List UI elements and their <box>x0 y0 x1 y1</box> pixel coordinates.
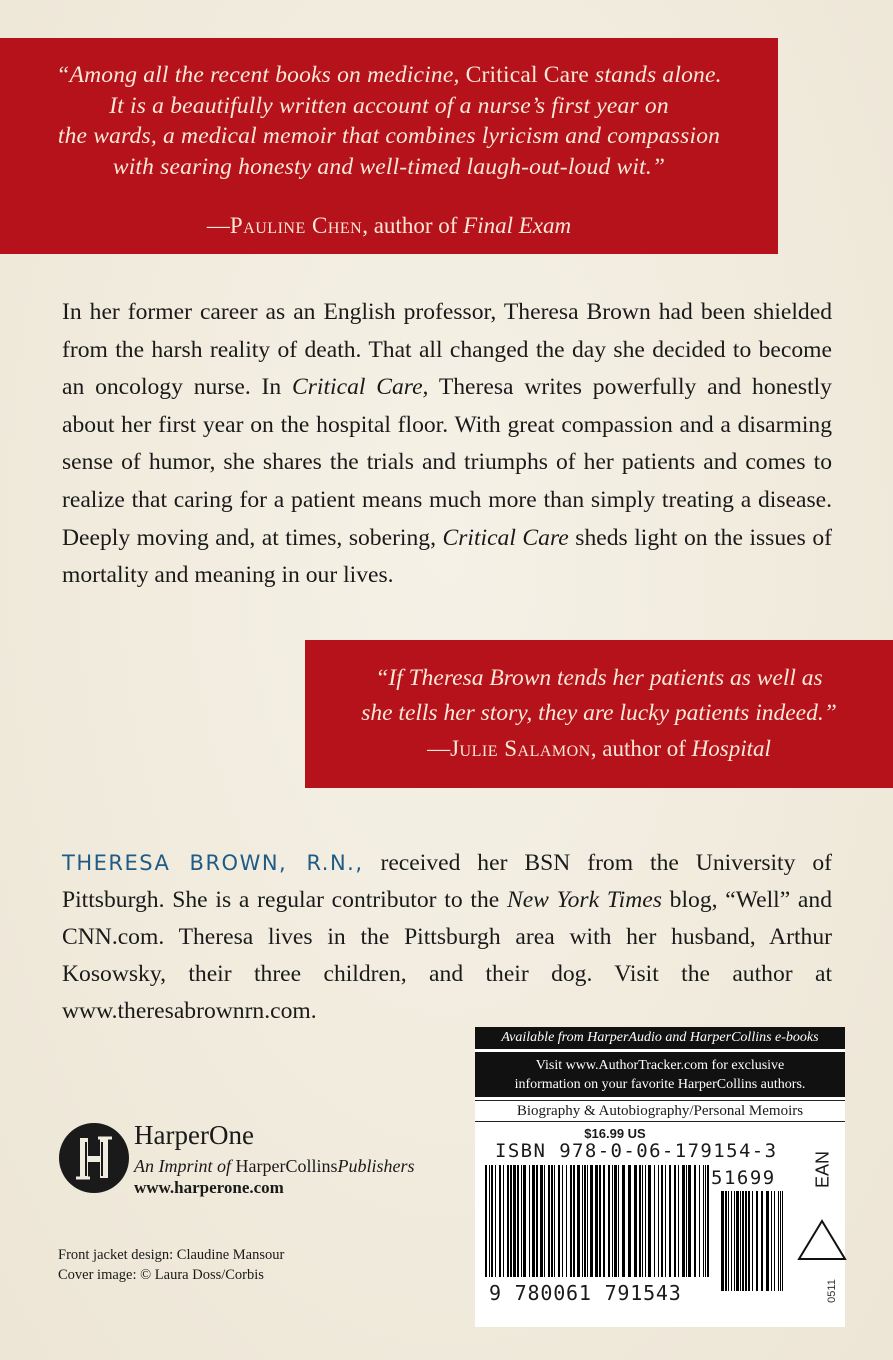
quote-line: “If Theresa Brown tends her patients as well as <box>375 665 823 691</box>
barcode-icon <box>483 1165 783 1295</box>
description-title: Critical Care <box>442 524 569 551</box>
barcode-digits: 9 780061 791543 <box>489 1281 682 1305</box>
quote-text <box>0 60 778 182</box>
quote-line: It is a beautifully written account of a nurse’s first year on <box>109 92 669 119</box>
quote-attribution <box>305 736 893 762</box>
print-code: 0511 <box>825 1279 838 1303</box>
ean-label: EAN <box>812 1151 833 1189</box>
attribution-name: Pauline Chen <box>229 213 363 238</box>
quote-box-julie-salamon <box>305 640 893 788</box>
bio-text: blog, “Well” and CNN.com. Theresa lives in the Pittsburgh area with her husband, Arthur Kosowsky, their three children, and their dog. Visit the author at www.theresabrownrn.com. <box>62 887 832 1024</box>
publisher-url: www.harperone.com <box>134 1178 284 1197</box>
bio-publication: New York Times <box>506 887 662 913</box>
imprint-text: An Imprint of <box>134 1156 236 1176</box>
description-text: In her former career as an English professor, Theresa Brown had been shielded from the harsh reality of death. That all changed the day she decided to become an oncology nurse. In <box>62 299 832 401</box>
publisher-imprint <box>134 1156 415 1177</box>
imprint-text: Publishers <box>337 1156 415 1176</box>
barcode-block <box>475 1027 845 1327</box>
book-description <box>62 294 832 595</box>
isbn-label: ISBN 978-0-06-179154-3 <box>495 1140 778 1162</box>
visit-line: information on your favorite HarperCollins authors. <box>514 1077 806 1092</box>
dash: — <box>427 736 451 761</box>
design-credit: Front jacket design: Claudine Mansour <box>58 1247 285 1263</box>
publisher-name: HarperOne <box>134 1120 254 1150</box>
quote-line: with searing honesty and well-timed laugh-out-loud wit.” <box>112 153 666 180</box>
description-title: Critical Care, <box>292 374 429 401</box>
visit-line: Visit www.AuthorTracker.com for exclusive <box>535 1058 785 1073</box>
price-label: $16.99 US <box>584 1126 646 1141</box>
quote-box-pauline-chen <box>0 38 778 254</box>
description-text: sheds light on the issues of mortality and meaning in our lives. <box>62 524 832 589</box>
quote-book-title: Critical Care <box>465 62 589 88</box>
quote-line: she tells her story, they are lucky patients indeed.” <box>361 700 837 726</box>
dash: — <box>206 213 230 238</box>
image-credit: Cover image: © Laura Doss/Corbis <box>58 1267 264 1283</box>
bio-text: received her BSN from the University of Pittsburgh. She is a regular contributor to the <box>62 850 832 913</box>
quote-line: the wards, a medical memoir that combines lyricism and compassion <box>57 123 721 149</box>
attribution-name: Julie Salamon <box>450 736 591 761</box>
attribution-book: Final Exam <box>463 213 572 238</box>
addon-code: 51699 <box>711 1167 776 1189</box>
genre-label: Biography & Autobiography/Personal Memoirs <box>475 1100 845 1122</box>
author-name: THERESA BROWN, R.N., <box>62 851 364 875</box>
cover-credits <box>58 1245 284 1285</box>
publisher-block <box>58 1118 458 1198</box>
quote-attribution <box>0 213 778 239</box>
description-text: Theresa writes powerfully and honestly about her first year on the hospital floor. With great compassion and a disarming sense of humor, she shares the trials and triumphs of her patients and comes to realize that caring for a patient means much more than simply treating a disease. Deeply moving and, at times, sobering, <box>62 374 832 551</box>
quote-line: “Among all the recent books on medicine, <box>56 62 466 88</box>
attribution-book: Hospital <box>691 736 771 761</box>
quote-line: stands alone. <box>588 62 722 88</box>
harperone-logo-icon <box>58 1122 130 1194</box>
authortracker-banner <box>475 1052 845 1097</box>
availability-banner: Available from HarperAudio and HarperCollins e-books <box>475 1027 845 1049</box>
imprint-text: HarperCollins <box>235 1156 338 1176</box>
attribution-text: , author of <box>362 213 464 238</box>
attribution-text: , author of <box>590 736 692 761</box>
author-bio <box>62 845 832 1030</box>
triangle-icon <box>797 1219 847 1261</box>
quote-text <box>305 661 893 731</box>
